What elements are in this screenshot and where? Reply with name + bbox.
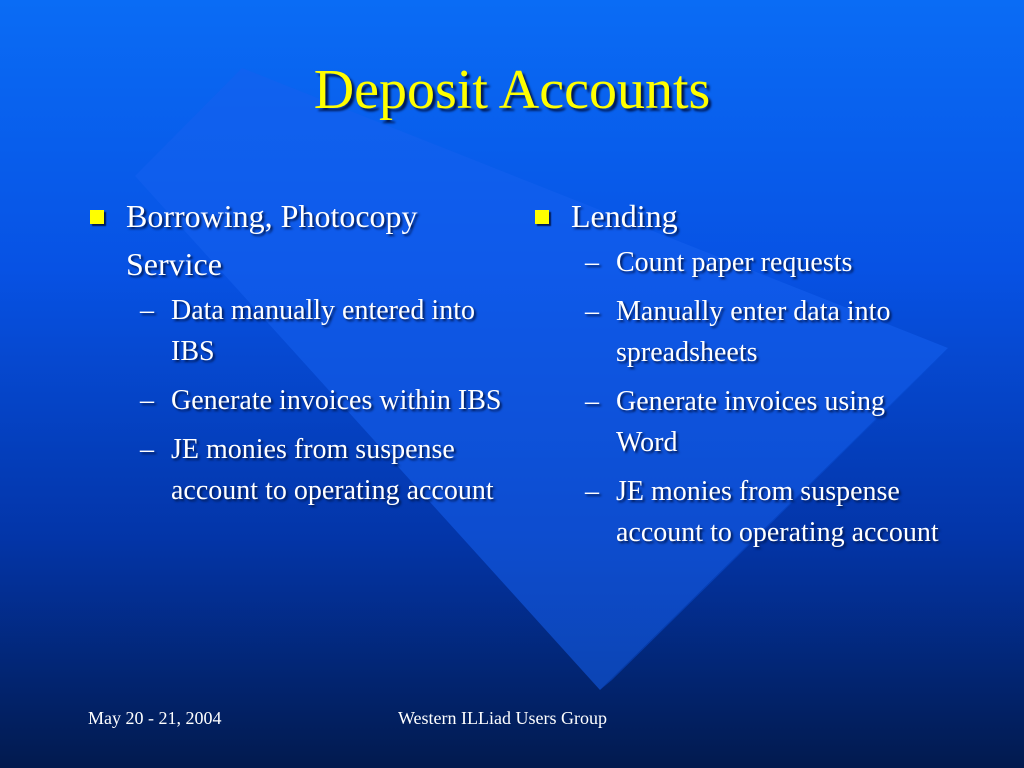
- dash-marker: –: [140, 385, 154, 416]
- sub-item: [88, 290, 508, 372]
- square-bullet-icon: [90, 210, 104, 224]
- dash-marker: –: [585, 386, 599, 417]
- right-column: [533, 192, 953, 561]
- dash-marker: –: [585, 247, 599, 278]
- left-column: [88, 192, 508, 519]
- sub-item: [88, 380, 508, 421]
- dash-marker: –: [140, 295, 154, 326]
- sub-item-text: Manually enter data into spreadsheets: [616, 296, 891, 368]
- sub-item-text: Data manually entered into IBS: [171, 295, 475, 367]
- sub-item-text: Count paper requests: [616, 247, 853, 278]
- sub-item: [88, 429, 508, 511]
- sub-item-text: Generate invoices within IBS: [171, 385, 502, 416]
- sub-item: [533, 291, 953, 373]
- footer-date: May 20 - 21, 2004: [88, 708, 222, 728]
- sub-item-text: Generate invoices using Word: [616, 386, 886, 458]
- dash-marker: –: [585, 476, 599, 507]
- dash-marker: –: [140, 434, 154, 465]
- slide-title: Deposit Accounts: [313, 59, 711, 121]
- bullet-lending: [533, 192, 953, 240]
- sub-item: [533, 381, 953, 463]
- bullet-heading: Borrowing, Photocopy Service: [126, 198, 418, 282]
- bullet-heading: Lending: [571, 198, 678, 234]
- sub-item: [533, 242, 953, 283]
- dash-marker: –: [585, 296, 599, 327]
- sub-item-text: JE monies from suspense account to operating account: [171, 434, 494, 506]
- bullet-borrowing: [88, 192, 508, 288]
- sub-item: [533, 471, 953, 553]
- sub-item-text: JE monies from suspense account to operating account: [616, 476, 939, 548]
- footer-group-name: Western ILLiad Users Group: [398, 708, 607, 728]
- square-bullet-icon: [535, 210, 549, 224]
